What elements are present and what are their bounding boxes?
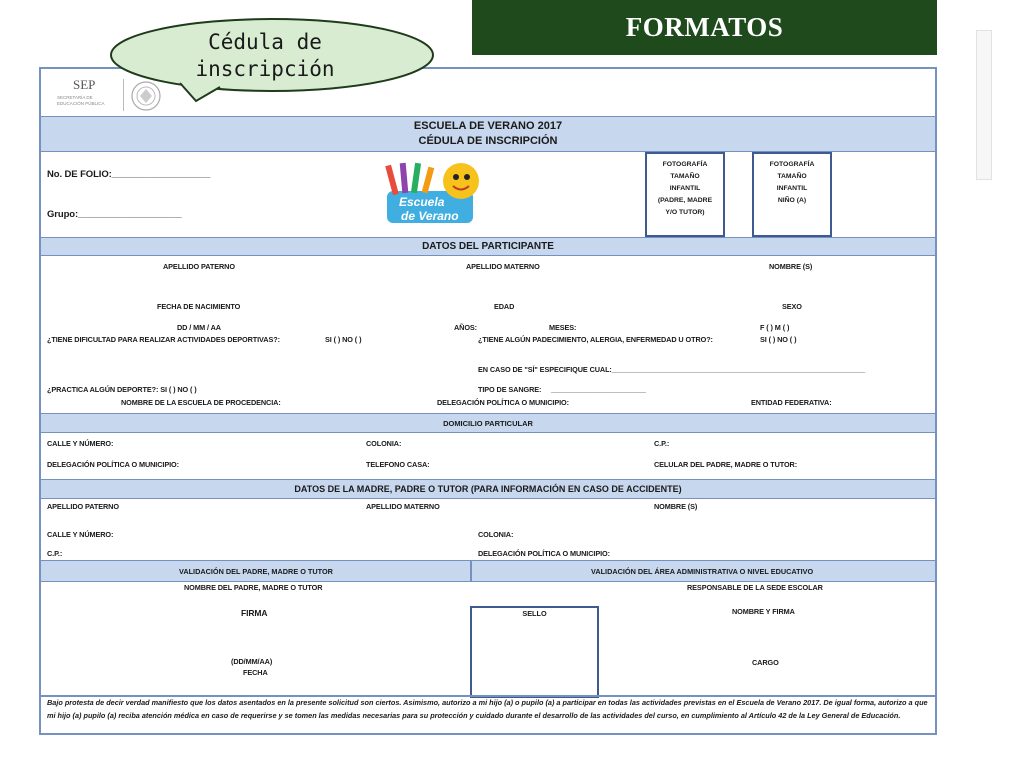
- edge-decoration: [976, 30, 992, 180]
- label-cargo[interactable]: CARGO: [752, 658, 779, 667]
- label-telefono: TELEFONO CASA:: [366, 460, 430, 469]
- label-tutor-colonia: COLONIA:: [478, 530, 514, 539]
- validacion-band: [41, 560, 935, 582]
- label-apellido-materno: APELLIDO MATERNO: [466, 262, 540, 271]
- label-tutor-nombre: NOMBRE (S): [654, 502, 698, 511]
- label-firma[interactable]: FIRMA: [241, 608, 268, 618]
- dificultad-options[interactable]: SI ( ) NO ( ): [325, 335, 362, 344]
- label-dificultad: ¿TIENE DIFICULTAD PARA REALIZAR ACTIVIDADES DEPORTIVAS?:: [47, 335, 280, 344]
- validacion-divider: [470, 560, 472, 582]
- especifique-field[interactable]: EN CASO DE "SÍ" ESPECIFIQUE CUAL:________________________________________________________________: [478, 365, 866, 374]
- callout-line1: Cédula de: [208, 30, 322, 54]
- label-nombre: NOMBRE (S): [769, 262, 813, 271]
- emblem-line2: de Verano: [401, 209, 459, 223]
- escuela-verano-emblem: [379, 157, 487, 231]
- legal-disclaimer: Bajo protesta de decir verdad manifiesto que los datos asentados en la presente solicitud son ciertos. Asimismo, autorizo a mi hijo (a) o pupilo (a) a participar en todas las actividades previstas en el Escuela de Verano 2017. De igual forma, autorizo a que mi hijo (a) pupilo (a) reciba atención médica en caso de requerirse y se tomen las medidas necesarias para su protección y cuidado durante el desarrollo de las actividades del curso, en cumplimiento al Artículo 42 de la Ley General de Educación.: [47, 698, 928, 720]
- label-escuela-procedencia: NOMBRE DE LA ESCUELA DE PROCEDENCIA:: [121, 398, 281, 407]
- label-colonia: COLONIA:: [366, 439, 402, 448]
- form-header: [41, 116, 935, 152]
- label-celular: CELULAR DEL PADRE, MADRE O TUTOR:: [654, 460, 798, 469]
- tipo-sangre-field[interactable]: ________________________: [551, 385, 646, 394]
- label-fecha-nacimiento: FECHA DE NACIMIENTO: [157, 302, 241, 311]
- folio-field[interactable]: No. DE FOLIO:___________________: [47, 169, 211, 180]
- validacion-padre-title: VALIDACIÓN DEL PADRE, MADRE O TUTOR: [179, 566, 333, 576]
- label-responsable: RESPONSABLE DE LA SEDE ESCOLAR: [687, 583, 823, 592]
- label-calle: CALLE Y NÚMERO:: [47, 439, 114, 448]
- label-dd-mm-aa: DD / MM / AA: [177, 323, 221, 332]
- label-entidad: ENTIDAD FEDERATIVA:: [751, 398, 832, 407]
- label-meses[interactable]: MESES:: [549, 323, 577, 332]
- label-tutor-apellido-materno: APELLIDO MATERNO: [366, 502, 440, 511]
- label-anos[interactable]: AÑOS:: [454, 323, 478, 332]
- participant-section-title: DATOS DEL PARTICIPANTE: [41, 237, 935, 256]
- label-apellido-paterno: APELLIDO PATERNO: [163, 262, 235, 271]
- photo-box-child: FOTOGRAFÍA TAMAÑO INFANTIL NIÑO (A): [752, 152, 832, 237]
- sello-box[interactable]: [470, 606, 599, 698]
- form-title: ESCUELA DE VERANO 2017: [413, 120, 563, 132]
- label-sexo: SEXO: [782, 302, 802, 311]
- label-tutor-calle: CALLE Y NÚMERO:: [47, 530, 114, 539]
- deporte-options[interactable]: ¿PRACTICA ALGÚN DEPORTE?: SI ( ) NO ( ): [47, 385, 197, 394]
- label-nombre-padre: NOMBRE DEL PADRE, MADRE O TUTOR: [184, 583, 323, 592]
- callout-text: [140, 29, 390, 83]
- label-sello: SELLO: [522, 609, 547, 618]
- emblem-line1: Escuela: [399, 195, 445, 209]
- sep-logo-subtitle: SECRETARÍA DE EDUCACIÓN PÚBLICA: [57, 95, 105, 106]
- photo-box-parent: FOTOGRAFÍA TAMAÑO INFANTIL (PADRE, MADRE Y/O TUTOR): [645, 152, 725, 237]
- banner-title: FORMATOS: [625, 12, 784, 42]
- tutor-section-title: DATOS DE LA MADRE, PADRE O TUTOR (PARA INFORMACIÓN EN CASO DE ACCIDENTE): [41, 479, 935, 499]
- label-fecha[interactable]: FECHA: [243, 668, 268, 677]
- label-nombre-firma[interactable]: NOMBRE Y FIRMA: [732, 607, 795, 616]
- label-delegacion-domicilio: DELEGACIÓN POLÍTICA O MUNICIPIO:: [47, 460, 179, 469]
- validacion-area-title: VALIDACIÓN DEL ÁREA ADMINISTRATIVA O NIVEL EDUCATIVO: [591, 566, 814, 576]
- label-padecimiento: ¿TIENE ALGÚN PADECIMIENTO, ALERGIA, ENFERMEDAD U OTRO?:: [478, 335, 713, 344]
- formatos-banner: [472, 0, 937, 55]
- padecimiento-options[interactable]: SI ( ) NO ( ): [760, 335, 797, 344]
- label-edad: EDAD: [494, 302, 515, 311]
- sep-logo-text: SEP: [73, 77, 96, 92]
- form-subtitle: CÉDULA DE INSCRIPCIÓN: [418, 135, 558, 147]
- label-tipo-sangre: TIPO DE SANGRE:: [478, 385, 542, 394]
- label-delegacion: DELEGACIÓN POLÍTICA O MUNICIPIO:: [437, 398, 569, 407]
- label-tutor-delegacion: DELEGACIÓN POLÍTICA O MUNICIPIO:: [478, 549, 610, 558]
- callout-line2: inscripción: [195, 57, 335, 81]
- label-cp: C.P.:: [654, 439, 670, 448]
- label-ddmmaa: (DD/MM/AA): [231, 657, 273, 666]
- label-tutor-apellido-paterno: APELLIDO PATERNO: [47, 502, 119, 511]
- grupo-field[interactable]: Grupo:____________________: [47, 209, 182, 220]
- sexo-options[interactable]: F ( ) M ( ): [760, 323, 790, 332]
- label-tutor-cp: C.P.:: [47, 549, 63, 558]
- domicilio-section-title: DOMICILIO PARTICULAR: [41, 413, 935, 433]
- registration-form: [39, 67, 937, 735]
